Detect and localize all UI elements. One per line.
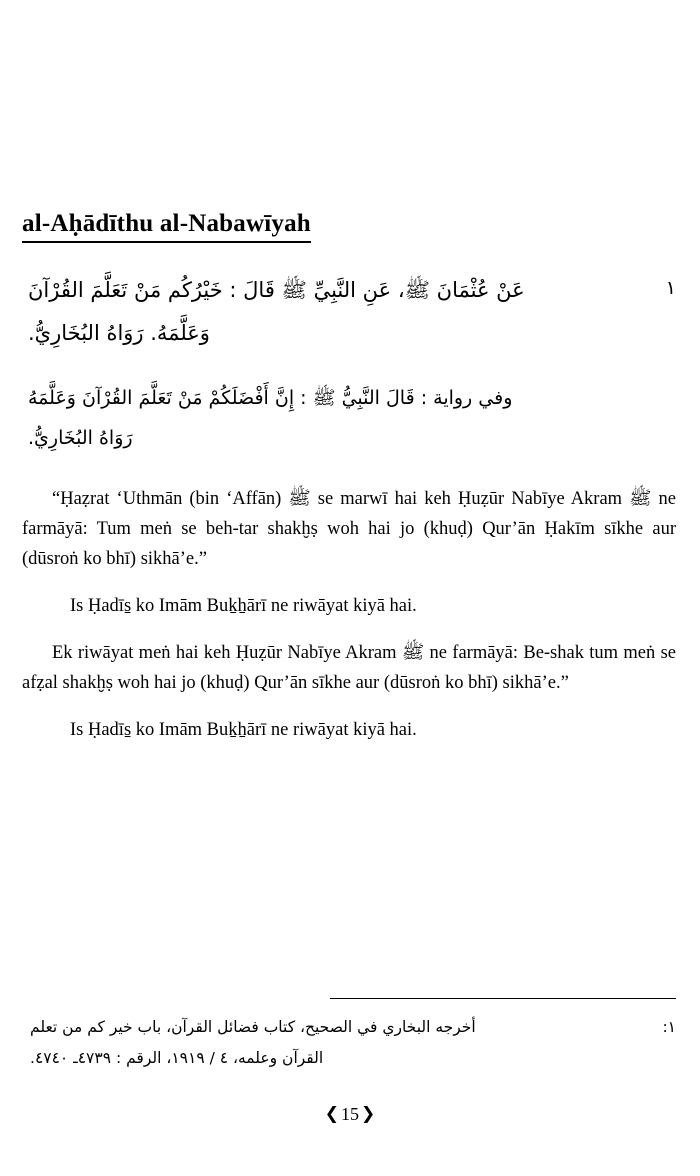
reference-paragraph-1: Is Ḥadīs̱ ko Imām Buḵẖārī ne riwāyat kiyā hai. (70, 595, 417, 616)
page-number-value: 15 (341, 1104, 359, 1124)
arabic-hadith-block-2 (22, 379, 676, 459)
footnote-divider (330, 998, 676, 999)
page-content (22, 210, 676, 763)
arabic-hadith-1-line1: عَنْ عُثْمَانَ ﷺ، عَنِ النَّبِيِّ ﷺ قَالَ : خَيْرُكُم مَنْ تَعَلَّمَ القُرْآنَ (28, 278, 525, 302)
footnote-line-1: أخرجه البخاري في الصحيح، كتاب فضائل القرآن، باب خير كم من تعلم (30, 1018, 476, 1036)
hadith-number: ١ (665, 277, 676, 299)
arabic-hadith-1-line2: وَعَلَّمَهُ. رَوَاهُ البُخَارِيُّ. (28, 321, 210, 346)
translation-paragraph-2: Ek riwāyat meṅ hai keh Ḥuẓūr Nabīye Akram ﷺ ne farmāyā: Be-shak tum meṅ se afẓal shakḫṣ woh hai jo (khuḍ) Qur’ān sīkhe aur (dūsroṅ ko bhī) sikhā’e.” (22, 642, 676, 693)
footnote-number: ١: (662, 1018, 676, 1036)
ornament-right-icon: ❯ (361, 1104, 376, 1124)
footnote-line-2: القرآن وعلمه، ٤ / ١٩١٩، الرقم : ٤٧٣٩ـ ٤٧٤٠. (30, 1049, 324, 1067)
page-title: al-Aḥādīthu al-Nabawīyah (22, 210, 311, 243)
footnote (30, 1012, 676, 1074)
reference-paragraph-2: Is Ḥadīs̱ ko Imām Buḵẖārī ne riwāyat kiyā hai. (70, 719, 417, 740)
arabic-hadith-block-1 (22, 269, 676, 355)
arabic-hadith-2-line2: رَوَاهُ البُخَارِيُّ. (28, 426, 133, 449)
ornament-left-icon: ❮ (324, 1104, 339, 1124)
translation-paragraph-1: “Ḥaẓrat ‘Uthmān (bin ‘Affān) ﷺ se marwī hai keh Ḥuẓūr Nabīye Akram ﷺ ne farmāyā: Tum meṅ se beh-tar shakḫṣ woh hai jo (khuḍ) Qur’ān Ḥakīm sīkhe aur (dūsroṅ ko bhī) sikhā’e.” (22, 488, 676, 569)
page-number (0, 1104, 700, 1125)
arabic-hadith-2-line1: وفي رواية : قَالَ النَّبِيُّ ﷺ : إِنَّ أَفْضَلَكُمْ مَنْ تَعَلَّمَ القُرْآنَ وَعَلَّمَهُ (28, 387, 513, 410)
